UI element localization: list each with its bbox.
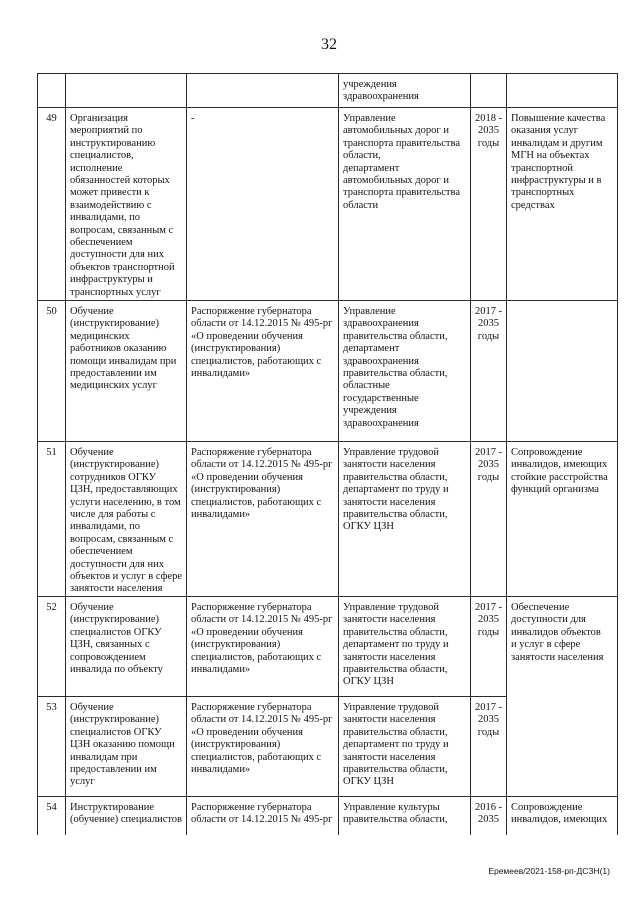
years-cell: 2018 - 2035 годы <box>471 108 507 301</box>
measures-table-wrap <box>37 73 619 835</box>
row-number-cell <box>38 74 66 108</box>
years-cell: 2017 - 2035 годы <box>471 697 507 797</box>
years-cell: 2016 - 2035 <box>471 797 507 836</box>
document-footer-id: Еремеев/2021-158-рп-ДСЗН(1) <box>488 866 610 876</box>
legal-act-cell: - <box>187 108 339 301</box>
table-row <box>38 108 618 301</box>
table-row <box>38 597 618 697</box>
responsible-cell: Управление трудовой занятости населения правительства области, департамент по труду и занятости населения правительства области, ОГКУ ЦЗН <box>339 697 471 797</box>
measure-cell: Обучение (инструктирование) сотрудников ОГКУ ЦЗН, предоставляющих услуги населению, в том числе для работы с инвалидами, по вопросам, связанным с обеспечением доступности для них объектов и услуг в сфере занятости населения <box>66 442 187 597</box>
result-cell: Сопровождение инвалидов, имеющих <box>507 797 618 836</box>
measure-cell: Обучение (инструктирование) специалистов ОГКУ ЦЗН, связанных с сопровождением инвалида по объекту <box>66 597 187 697</box>
measure-cell: Обучение (инструктирование) медицинских работников оказанию помощи инвалидам при предоставлении им медицинских услуг <box>66 301 187 442</box>
row-number-cell: 49 <box>38 108 66 301</box>
years-cell: 2017 - 2035 годы <box>471 301 507 442</box>
row-number-cell: 54 <box>38 797 66 836</box>
responsible-cell: Управление культуры правительства области, <box>339 797 471 836</box>
legal-act-cell: Распоряжение губернатора области от 14.12.2015 № 495-рг «О проведении обучения (инструктирования) специалистов, работающих с инвалидами» <box>187 597 339 697</box>
table-row <box>38 301 618 442</box>
page-number: 32 <box>321 36 337 53</box>
years-cell: 2017 - 2035 годы <box>471 442 507 597</box>
years-cell <box>471 74 507 108</box>
measures-table <box>37 73 618 835</box>
legal-act-cell: Распоряжение губернатора области от 14.12.2015 № 495-рг «О проведении обучения (инструктирования) специалистов, работающих с инвалидами» <box>187 697 339 797</box>
table-row <box>38 797 618 836</box>
legal-act-cell: Распоряжение губернатора области от 14.12.2015 № 495-рг «О проведении обучения (инструктирования) специалистов, работающих с инвалидами» <box>187 442 339 597</box>
table-row <box>38 74 618 108</box>
responsible-cell: Управление здравоохранения правительства области, департамент здравоохранения правительства области, областные государственные учреждения здравоохранения <box>339 301 471 442</box>
legal-act-cell: Распоряжение губернатора области от 14.12.2015 № 495-рг <box>187 797 339 836</box>
result-cell: Повышение качества оказания услуг инвалидам и другим МГН на объектах транспортной инфраструктуры и в транспортных средствах <box>507 108 618 301</box>
measure-cell: Инструктирование (обучение) специалистов <box>66 797 187 836</box>
measure-cell: Обучение (инструктирование) специалистов ОГКУ ЦЗН оказанию помощи инвалидам при предоставлении им услуг <box>66 697 187 797</box>
table-row <box>38 442 618 597</box>
row-number-cell: 52 <box>38 597 66 697</box>
row-number-cell: 53 <box>38 697 66 797</box>
responsible-cell: учреждения здравоохранения <box>339 74 471 108</box>
result-cell: Сопровождение инвалидов, имеющих стойкие расстройства функций организма <box>507 442 618 597</box>
measure-cell: Организация мероприятий по инструктированию специалистов, исполнение обязанностей которых может привести к взаимодействию с инвалидами, по вопросам, связанным с обеспечением доступности для них объектов транспортной инфраструктуры и транспортных услуг <box>66 108 187 301</box>
row-number-cell: 51 <box>38 442 66 597</box>
measure-cell <box>66 74 187 108</box>
responsible-cell: Управление трудовой занятости населения правительства области, департамент по труду и занятости населения правительства области, ОГКУ ЦЗН <box>339 442 471 597</box>
legal-act-cell: Распоряжение губернатора области от 14.12.2015 № 495-рг «О проведении обучения (инструктирования) специалистов, работающих с инвалидами» <box>187 301 339 442</box>
result-cell <box>507 74 618 108</box>
responsible-cell: Управление автомобильных дорог и транспорта правительства области, департамент автомобильных дорог и транспорта правительства области <box>339 108 471 301</box>
row-number-cell: 50 <box>38 301 66 442</box>
responsible-cell: Управление трудовой занятости населения правительства области, департамент по труду и занятости населения правительства области, ОГКУ ЦЗН <box>339 597 471 697</box>
result-cell <box>507 301 618 442</box>
legal-act-cell <box>187 74 339 108</box>
result-cell-merged: Обеспечение доступности для инвалидов объектов и услуг в сфере занятости населения <box>507 597 618 797</box>
years-cell: 2017 - 2035 годы <box>471 597 507 697</box>
